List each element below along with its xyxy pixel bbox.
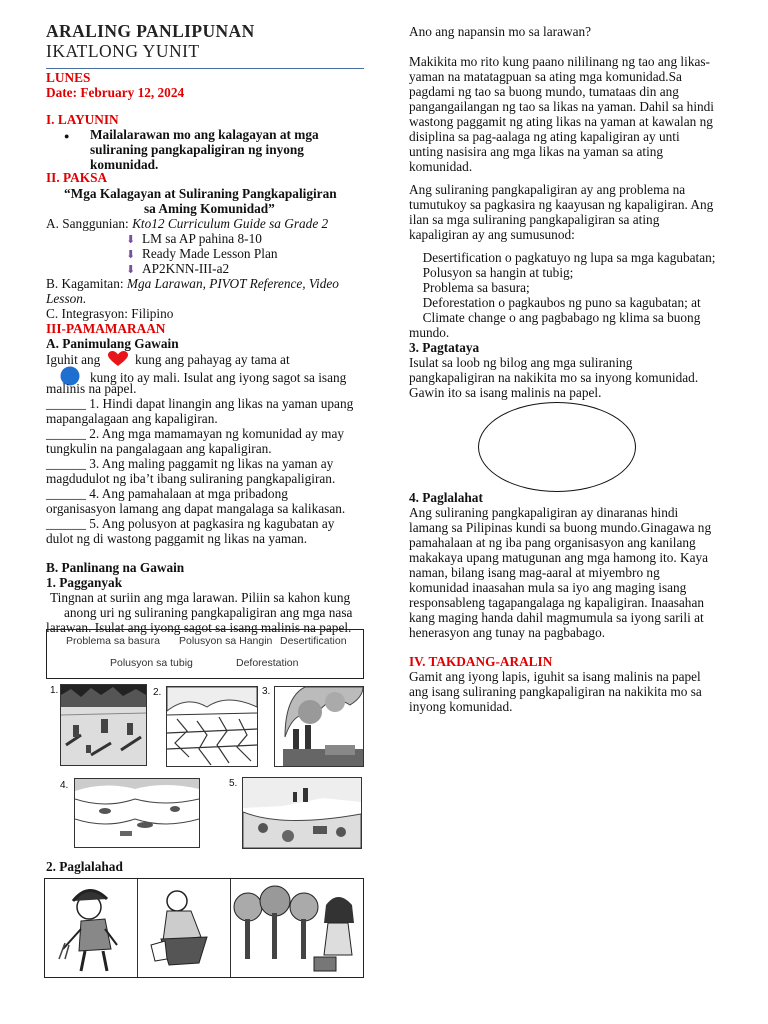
picture-number-1: 1. xyxy=(50,685,59,696)
pagganyak-line-2: anong uri ng suliraning pangkapaligiran ang mga nasa xyxy=(64,605,353,620)
answer-circle xyxy=(478,402,636,492)
factory-smoke-illustration xyxy=(275,687,363,766)
takdang-line-1: Gamit ang iyong lapis, iguhit sa isang malinis na papel xyxy=(409,669,701,684)
item-4-line-2: organisasyon lamang ang dapat mangalaga sa kalikasan. xyxy=(46,501,346,516)
paglalahad-pictures-box xyxy=(44,878,364,978)
instruction-text: kung ang pahayag ay tama at xyxy=(134,352,290,367)
sanggunian-line xyxy=(46,216,328,231)
picture-washing xyxy=(137,879,231,977)
kagamitan-value-2: Lesson. xyxy=(46,291,87,306)
paglalahat-line-5: naman, bilang isang mag-aaral at miyembro ng xyxy=(409,565,660,580)
page-title: ARALING PANLIPUNAN xyxy=(46,21,255,41)
picture-water-pollution xyxy=(74,778,200,848)
takdang-line-2: ang isang suliraning pangkapaligiran na nakikita mo sa xyxy=(409,684,702,699)
takdang-line-3: inyong komunidad. xyxy=(409,699,513,714)
choice-deforestation: Deforestation xyxy=(236,657,299,669)
paglalahat-line-8: kang maging handa dahil magmumula sa iyong sarili at xyxy=(409,610,704,625)
garbage-illustration xyxy=(243,778,361,848)
instruction-text: kung ito ay mali. Isulat ang iyong sagot sa isang xyxy=(90,370,347,385)
paglalahat-line-7: responsableng tagapangalaga ng kapaligiran. Inaasahan xyxy=(409,595,704,610)
pagganyak-line-3: larawan. Isulat ang iyong sagot sa isang malinis na papel. xyxy=(46,620,352,635)
choice-polusyon-sa-hangin: Polusyon sa Hangin xyxy=(179,635,273,647)
picture-number-3: 3. xyxy=(262,686,271,697)
paglalahat-line-9: henerasyon ang tunay na pagbabago. xyxy=(409,625,606,640)
para1-line-2: yaman na matatagpuan sa ating mga komunidad.Sa xyxy=(409,69,682,84)
item-5-line-2: dulot ng di wastong paggamit ng likas na yaman. xyxy=(46,531,308,546)
arrow-down-icon: ⬇ xyxy=(126,249,136,261)
page-subtitle: IKATLONG YUNIT xyxy=(46,41,200,61)
date-label: Date: February 12, 2024 xyxy=(46,85,185,100)
choice-problema-sa-basura: Problema sa basura xyxy=(66,635,160,647)
sanggunian-label: A. Sanggunian: xyxy=(46,216,133,231)
pagtataya-line-1: Isulat sa loob ng bilog ang mga suliraning xyxy=(409,355,633,370)
arrow-down-icon: ⬇ xyxy=(126,234,136,246)
para1-line-6: disiplina sa pag-aalaga ng ating kapaligiran ay unti xyxy=(409,129,680,144)
paglalahat-heading: 4. Paglalahat xyxy=(409,490,483,505)
picture-desertification xyxy=(166,686,258,767)
para2-line-3: ilan sa mga suliraning pangkapaligiran sa ating xyxy=(409,212,660,227)
instruction-line-1 xyxy=(46,351,290,367)
paksa-title-2: sa Aming Komunidad” xyxy=(144,201,275,216)
question-line: Ano ang napansin mo sa larawan? xyxy=(409,24,592,39)
paglalahat-line-3: pamahalaan at ng iba pang organisasyon ang kanilang xyxy=(409,535,696,550)
para1-line-7: unting nasisira ang mga likas na yaman sa ating xyxy=(409,144,664,159)
paglalahad-heading: 2. Paglalahad xyxy=(46,859,123,874)
list-item-3: Problema sa basura; xyxy=(409,280,517,295)
arrow-down-icon: ⬇ xyxy=(126,264,136,276)
item-3-line-1: ______ 3. Ang maling paggamit ng likas na yaman ay xyxy=(46,456,334,471)
layunin-line-3: komunidad. xyxy=(90,157,159,172)
stumps-illustration xyxy=(61,685,146,765)
instruction-text: Iguhit ang xyxy=(46,352,101,367)
para1-line-4: pangangailangan ng tao sa likas na yaman. Dahil sa hindi xyxy=(409,99,715,114)
picture-deforestation xyxy=(60,684,147,766)
para2-line-1: Ang suliraning pangkapaligiran ay ang problema na xyxy=(409,182,686,197)
para1-line-1: Makikita mo rito kung paano nililinang ng tao ang likas- xyxy=(409,54,710,69)
title-divider xyxy=(46,68,364,69)
paksa-heading: II. PAKSA xyxy=(46,170,108,185)
para2-line-4: kapaligiran ay ang sumusunod: xyxy=(409,227,575,242)
picture-garbage-problem xyxy=(242,777,362,849)
pamamaraan-heading: III-PAMAMARAAN xyxy=(46,321,166,336)
day-label: LUNES xyxy=(46,70,91,85)
choice-polusyon-sa-tubig: Polusyon sa tubig xyxy=(110,657,193,669)
para2-line-2: tumutukoy sa pagkasira ng kaayusan ng kapaligiran. Ang xyxy=(409,197,714,212)
layunin-line-1: Mailalarawan mo ang kalagayan at mga xyxy=(90,127,319,142)
para1-line-8: komunidad. xyxy=(409,159,473,174)
kagamitan-label: B. Kagamitan: xyxy=(46,276,127,291)
sanggunian-value: Kto12 Curriculum Guide sa Grade 2 xyxy=(132,216,329,231)
item-1-line-1: ______ 1. Hindi dapat linangin ang likas na yaman upang xyxy=(46,396,354,411)
heart-icon xyxy=(108,351,128,367)
item-4-line-1: ______ 4. Ang pamahalaan at mga pribadong xyxy=(46,486,288,501)
panimulang-heading: A. Panimulang Gawain xyxy=(46,336,179,351)
choice-desertification: Desertification xyxy=(280,635,347,647)
paglalahat-line-2: lamang sa Pilipinas kundi sa buong mundo.Ginagawa ng xyxy=(409,520,712,535)
item-3-line-2: magdudulot ng iba’t ibang suliraning pangkapaligiran. xyxy=(46,471,336,486)
list-item-1: Desertification o pagkatuyo ng lupa sa mga kagubatan; xyxy=(409,250,702,265)
paglalahat-line-4: makakaya upang matugunan ang mga hamong ito. Kaya xyxy=(409,550,709,565)
pagtataya-heading: 3. Pagtataya xyxy=(409,340,480,355)
item-2-line-2: tungkulin na pangalagaan ang kapaligiran. xyxy=(46,441,272,456)
reference-text: Ready Made Lesson Plan xyxy=(142,246,278,261)
girl-planting-illustration xyxy=(45,879,137,977)
choices-box xyxy=(46,629,364,679)
list-item-5-cont: mundo. xyxy=(409,325,450,340)
reference-text: LM sa AP pahina 8-10 xyxy=(142,231,262,246)
pagtataya-line-2: pangkapaligiran na nakikita mo sa inyong komunidad. xyxy=(409,370,699,385)
pagtataya-line-3: Gawin ito sa isang malinis na papel. xyxy=(409,385,602,400)
integrasyon-line: C. Integrasyon: Filipino xyxy=(46,306,174,321)
picture-number-4: 4. xyxy=(60,780,69,791)
pagganyak-line-1: Tingnan at suriin ang mga larawan. Piliin sa kahon kung xyxy=(50,590,351,605)
paglalahat-line-1: Ang suliraning pangkapaligiran ay dinaranas hindi xyxy=(409,505,679,520)
item-5-line-1: ______ 5. Ang polusyon at pagkasira ng kagubatan ay xyxy=(46,516,335,531)
panlinang-heading: B. Panlinang na Gawain xyxy=(46,560,185,575)
item-2-line-1: ______ 2. Ang mga mamamayan ng komunidad ay may xyxy=(46,426,345,441)
polluted-river-illustration xyxy=(75,779,199,847)
para1-line-3: pagdami ng tao sa buong mundo, tumataas din ang xyxy=(409,84,679,99)
picture-trees xyxy=(230,879,363,977)
para1-line-5: wastong paggamit ng ating likas na yaman at kawalan ng xyxy=(409,114,713,129)
layunin-line-2: suliraning pangkapaligiran ng inyong xyxy=(90,142,304,157)
paksa-title-1: “Mga Kalagayan at Suliraning Pangkapaligiran xyxy=(64,186,337,201)
picture-air-pollution xyxy=(274,686,364,767)
picture-planting xyxy=(45,879,138,977)
trees-and-girl-illustration xyxy=(230,879,363,977)
list-item-2: Polusyon sa hangin at tubig; xyxy=(409,265,560,280)
cracked-land-illustration xyxy=(167,687,257,766)
pagganyak-heading: 1. Pagganyak xyxy=(46,575,123,590)
list-item-4: Deforestation o pagkaubos ng puno sa kagubatan; at xyxy=(409,295,688,310)
item-1-line-2: mapangalagaan ang kapaligiran. xyxy=(46,411,218,426)
woman-washing-illustration xyxy=(137,879,230,977)
paglalahat-line-6: komunidad inaasahan mula sa iyo ang maging isang xyxy=(409,580,687,595)
reference-text: AP2KNN-III-a2 xyxy=(142,261,230,276)
list-item-5: Climate change o ang pagbabago ng klima sa buong xyxy=(409,310,687,325)
picture-number-5: 5. xyxy=(229,778,238,789)
layunin-bullet: ● xyxy=(64,131,70,141)
kagamitan-value-1: Mga Larawan, PIVOT Reference, Video xyxy=(126,276,339,291)
picture-number-2: 2. xyxy=(153,687,162,698)
instruction-line-3: malinis na papel. xyxy=(46,381,137,396)
takdang-heading: IV. TAKDANG-ARALIN xyxy=(409,654,553,669)
layunin-heading: I. LAYUNIN xyxy=(46,112,119,127)
kagamitan-line xyxy=(46,276,339,291)
